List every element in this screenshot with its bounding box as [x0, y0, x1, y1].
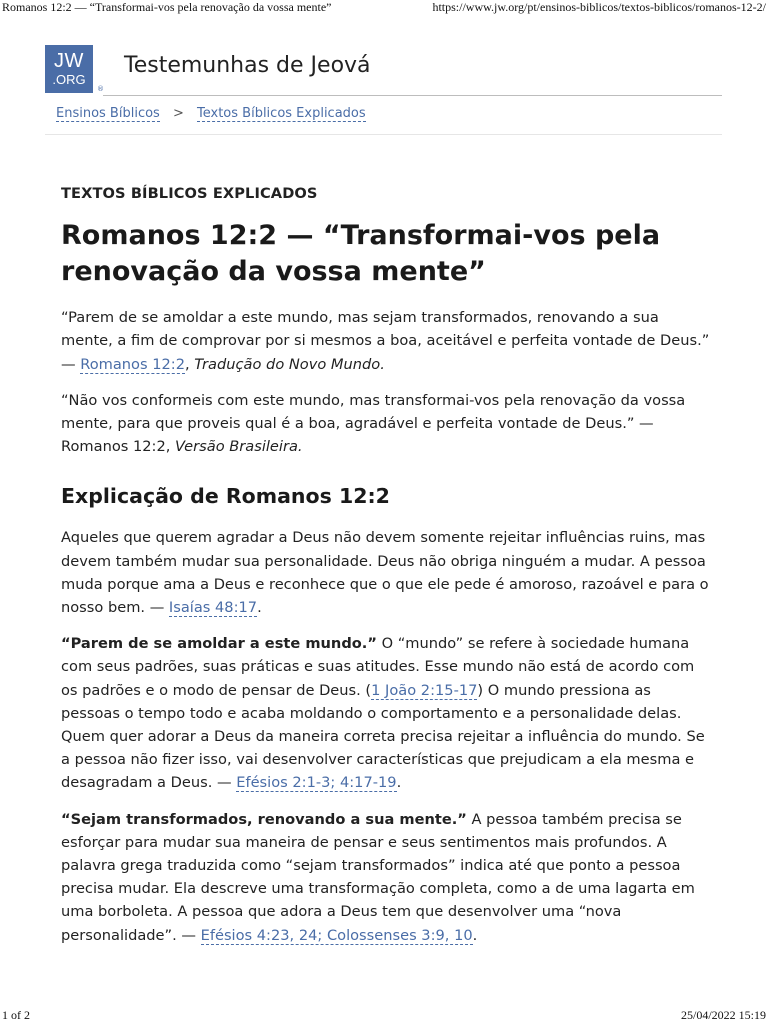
- section-title: Explicação de Romanos 12:2: [61, 484, 390, 509]
- paragraph-amoldar-text1: O “mundo” se refere à sociedade humana com seus padrões, suas práticas e suas atitudes. Esse mundo não está de acordo com os padrões e o modo de pensar de Deus. (: [61, 635, 695, 699]
- quote-nwt-version: Tradução do Novo Mundo.: [194, 355, 385, 373]
- paragraph-intro: [61, 526, 711, 619]
- quote-vb-text: “Não vos conformeis com este mundo, mas transformai-vos pela renovação da vossa mente, para que proveis qual é a boa, agradável e perfeita vontade de Deus.” — Romanos 12:2,: [61, 391, 686, 456]
- paragraph-amoldar-text2: ) O mundo pressiona as pessoas o tempo todo e acaba moldando o comportamento e a personalidade delas. Quem quer adorar a Deus da maneira correta precisa rejeitar a influência do mundo. Se a pessoa não fizer isso, vai desenvolver características que prejudicam a ela mesma e desagradam a Deus. —: [61, 681, 705, 792]
- breadcrumb-item-ensinos-biblicos[interactable]: Ensinos Bíblicos: [56, 106, 160, 121]
- site-header: [45, 45, 722, 97]
- paragraph-amoldar-end: .: [396, 774, 402, 792]
- quote-vb: [61, 389, 711, 459]
- scripture-link-1-joao-2-15-17[interactable]: 1 João 2:15-17: [371, 681, 478, 699]
- jw-logo-link[interactable]: [45, 45, 93, 93]
- breadcrumb-divider: [45, 134, 722, 135]
- page-title: Romanos 12:2 — “Transformai-vos pela renovação da vossa mente”: [61, 220, 661, 288]
- breadcrumb: [56, 106, 366, 121]
- print-datetime: 25/04/2022 15:19: [680, 1008, 766, 1022]
- scripture-link-efesios-4-23[interactable]: Efésios 4:23, 24; Colossenses 3:9, 10: [200, 926, 473, 944]
- print-page-number: 1 of 2: [2, 1008, 30, 1022]
- registered-mark: ®: [97, 85, 104, 93]
- paragraph-amoldar: [61, 632, 711, 794]
- quote-nwt-text: “Parem de se amoldar a este mundo, mas sejam transformados, renovando a sua mente, a fim de comprovar por si mesmos a boa, aceitável e perfeita vontade de Deus.” —: [61, 309, 710, 373]
- print-header: [0, 0, 768, 16]
- paragraph-transformados-end: .: [472, 926, 478, 944]
- quote-vb-version: Versão Brasileira.: [175, 438, 303, 456]
- article-kicker: TEXTOS BÍBLICOS EXPLICADOS: [61, 185, 318, 202]
- breadcrumb-item-textos-biblicos[interactable]: Textos Bíblicos Explicados: [197, 106, 366, 121]
- site-name-link[interactable]: Testemunhas de Jeová: [124, 53, 371, 78]
- quote-nwt-sep: ,: [185, 355, 195, 373]
- print-page-title: Romanos 12:2 — “Transformai-vos pela renovação da vossa mente”: [2, 0, 332, 14]
- breadcrumb-separator: >: [172, 106, 184, 121]
- quote-nwt: [61, 306, 711, 376]
- print-footer: [0, 1008, 768, 1024]
- logo-line-org: .ORG: [52, 72, 86, 87]
- paragraph-intro-text: Aqueles que querem agradar a Deus não devem somente rejeitar influências ruins, mas devem também mudar sua personalidade. Deus não obriga ninguém a mudar. A pessoa muda porque ama a Deus e reconhece que o que ele pede é amoroso, razoável e para o nosso bem. —: [61, 529, 709, 617]
- article: [61, 182, 711, 960]
- paragraph-amoldar-lead: “Parem de se amoldar a este mundo.”: [61, 635, 377, 653]
- paragraph-transformados-lead: “Sejam transformados, renovando a sua mente.”: [61, 810, 467, 828]
- header-divider: [103, 95, 722, 96]
- logo-line-jw: JW: [54, 50, 84, 72]
- paragraph-intro-end: .: [257, 599, 262, 617]
- paragraph-transformados-text: A pessoa também precisa se esforçar para mudar sua maneira de pensar e seus sentimentos mais profundos. A palavra grega traduzida como “sejam transformados” indica até que ponto a pessoa precisa mudar. Ela descreve uma transformação completa, como a de uma lagarta em uma borboleta. A pessoa que adora a Deus tem que desenvolver uma “nova personalidade”. —: [61, 810, 695, 944]
- paragraph-transformados: [61, 808, 711, 947]
- print-page-url: https://www.jw.org/pt/ensinos-biblicos/textos-biblicos/romanos-12-2/: [432, 0, 766, 14]
- scripture-link-isaias-48-17[interactable]: Isaías 48:17: [168, 599, 258, 617]
- scripture-link-romanos-12-2[interactable]: Romanos 12:2: [80, 355, 185, 373]
- scripture-link-efesios-2-1-3[interactable]: Efésios 2:1-3; 4:17-19: [236, 774, 397, 792]
